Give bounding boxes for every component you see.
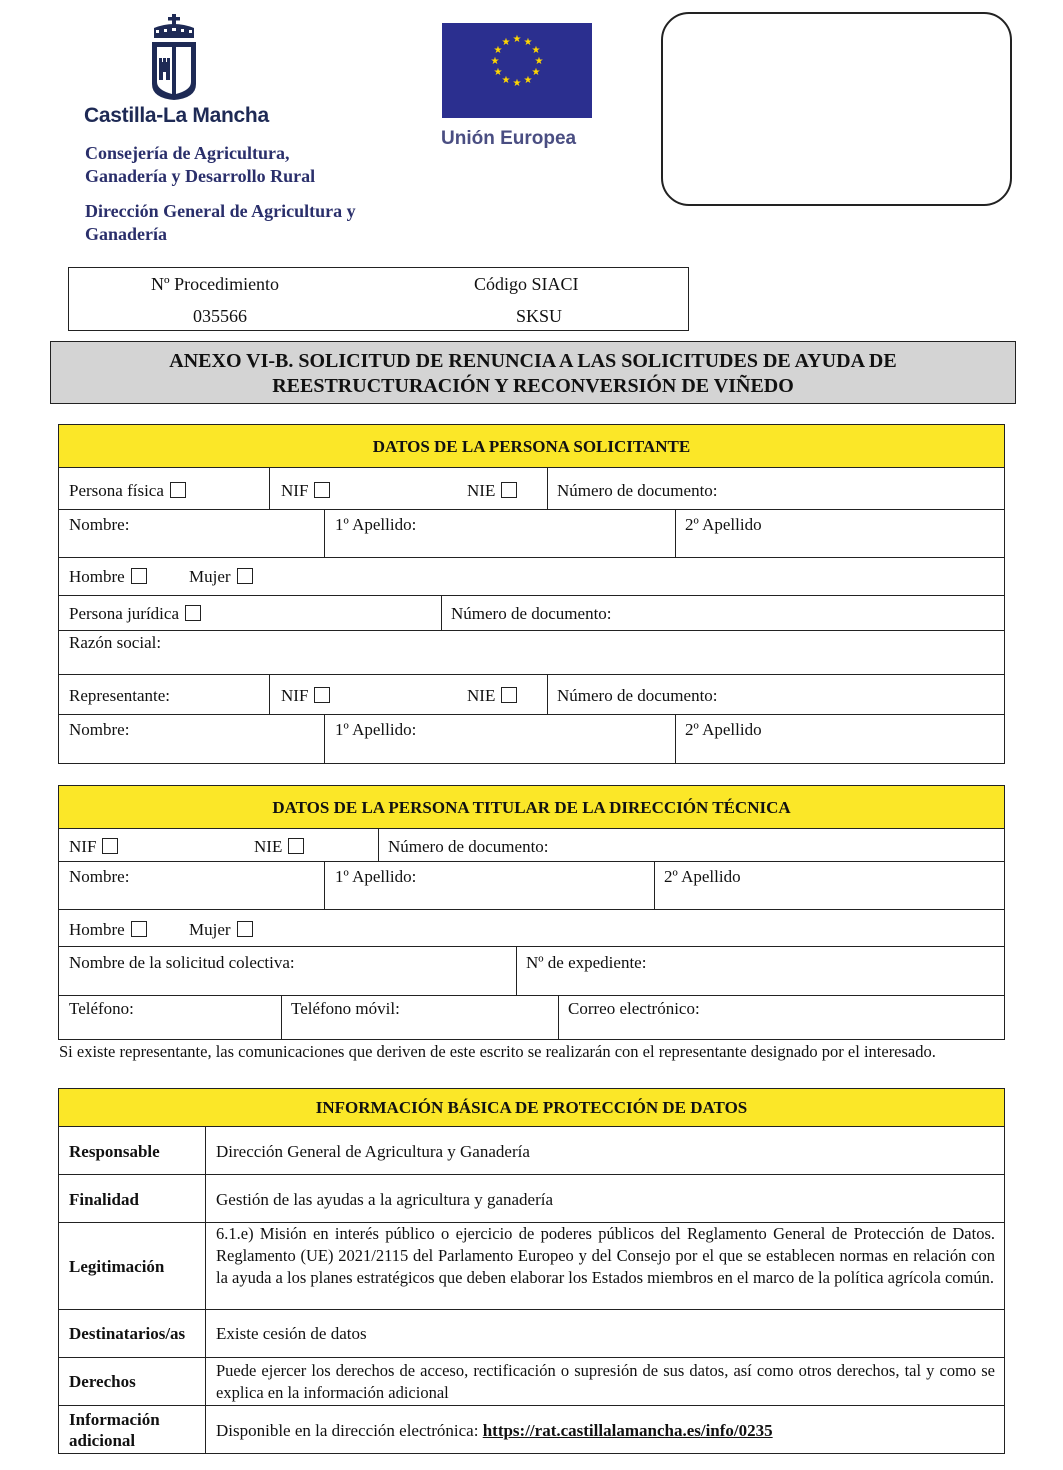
row-divider [59,909,1004,910]
col-divider [269,468,270,509]
row-divider [59,630,1004,631]
svg-text:★: ★ [512,78,522,89]
siaci-code-value: SKSU [516,306,563,326]
nif-label: NIF [281,481,309,500]
dt-hombre-label: Hombre [69,920,125,939]
col-divider [516,946,517,995]
col-divider [324,861,325,909]
eu-name: Unión Europea [441,128,577,149]
representative-note: Si existe representante, las comunicaciones que deriven de este escrito se realizarán con el representante designado por el interesado. [59,1042,936,1061]
dt-mujer-label: Mujer [189,920,231,939]
dt-mujer-field [189,920,253,940]
dt-nie-label: NIE [254,837,283,856]
col-divider [378,829,379,861]
col-divider [547,468,548,509]
rep-nombre-label[interactable]: Nombre: [69,720,130,739]
procedure-box [68,267,689,331]
nie-field [467,481,517,501]
dt-hombre-field [69,920,147,940]
rep-nif-field [281,686,330,706]
direccion-line-2: Ganadería [85,224,168,244]
rep-nie-label: NIE [467,686,496,705]
mujer-checkbox[interactable] [237,568,253,584]
registry-stamp-box [661,12,1012,206]
correo-label[interactable]: Correo electrónico: [568,999,700,1018]
nombre-label[interactable]: Nombre: [69,515,130,534]
razon-social-label[interactable]: Razón social: [69,633,162,652]
dt-apellido-1-label[interactable]: 1º Apellido: [335,867,417,886]
finalidad-label: Finalidad [69,1190,139,1209]
form-title-line-1: ANEXO VI-B. SOLICITUD DE RENUNCIA A LAS SOLICITUDES DE AYUDA DE [169,350,897,372]
dt-nif-label: NIF [69,837,97,856]
finalidad-value: Gestión de las ayudas a la agricultura y ganadería [216,1190,554,1209]
legitimacion-value: 6.1.e) Misión en interés público o ejercicio de poderes públicos del Reglamento General de Protección de Datos. Reglamento (UE) 2021/2115 del Parlamento Europeo y del Consejo por el que se establecen normas en relación con la ayuda a los planes estratégicos que deben elaborar los Estados miembros en el marco de la política agrícola común. [216,1224,995,1287]
nie-label: NIE [467,481,496,500]
row-divider [59,595,1004,596]
col-divider [547,674,548,714]
consejeria-line-2: Ganadería y Desarrollo Rural [85,166,316,186]
siaci-code-label: Código SIACI [474,274,579,294]
responsable-label: Responsable [69,1142,160,1161]
direccion-tecnica-table [58,785,1005,1040]
consejeria-line-1: Consejería de Agricultura, [85,143,290,163]
dt-hombre-checkbox[interactable] [131,921,147,937]
row-divider [59,946,1004,947]
expediente-label[interactable]: Nº de expediente: [526,953,647,972]
row-divider [59,1357,1004,1358]
mujer-label: Mujer [189,567,231,586]
svg-text:★: ★ [501,37,511,48]
nie-checkbox[interactable] [501,482,517,498]
row-divider [59,509,1004,510]
col-divider [269,674,270,714]
destinatarios-label: Destinatarios/as [69,1324,186,1343]
svg-text:★: ★ [493,67,503,78]
row-divider [59,557,1004,558]
legitimacion-label: Legitimación [69,1257,165,1276]
nif-field [281,481,330,501]
proteccion-datos-table [58,1088,1005,1454]
rep-nie-checkbox[interactable] [501,687,517,703]
info-adicional-label [69,1409,160,1451]
col-divider [675,714,676,764]
hombre-field [69,567,147,587]
solicitud-colectiva-label[interactable]: Nombre de la solicitud colectiva: [69,953,295,972]
rep-apellido-2-label[interactable]: 2º Apellido [685,720,762,739]
row-divider [59,674,1004,675]
persona-fisica-checkbox[interactable] [170,482,186,498]
direccion-tecnica-heading: DATOS DE LA PERSONA TITULAR DE LA DIRECCIÓN TÉCNICA [59,786,1004,829]
dt-nie-checkbox[interactable] [288,838,304,854]
dt-numero-documento-label[interactable]: Número de documento: [388,837,549,856]
rep-numero-documento-label[interactable]: Número de documento: [557,686,718,705]
dt-apellido-2-label[interactable]: 2º Apellido [664,867,741,886]
svg-text:★: ★ [523,75,533,86]
persona-juridica-checkbox[interactable] [185,605,201,621]
apellido-2-label[interactable]: 2º Apellido [685,515,762,534]
rep-apellido-1-label[interactable]: 1º Apellido: [335,720,417,739]
derechos-label: Derechos [69,1372,136,1391]
representante-label: Representante: [69,686,171,705]
dt-nie-field [254,837,304,857]
persona-juridica-label: Persona jurídica [69,604,179,623]
form-title-line-2: REESTRUCTURACIÓN Y RECONVERSIÓN DE VIÑEDO [272,375,794,397]
numero-documento-label[interactable]: Número de documento: [557,481,718,500]
row-divider [59,714,1004,715]
rep-nif-label: NIF [281,686,309,705]
hombre-checkbox[interactable] [131,568,147,584]
dt-nif-field [69,837,118,857]
apellido-1-label[interactable]: 1º Apellido: [335,515,417,534]
procedure-number-label: Nº Procedimiento [151,274,280,294]
info-adicional-link[interactable]: https://rat.castillalamancha.es/info/0235 [482,1421,773,1440]
dt-mujer-checkbox[interactable] [237,921,253,937]
col-divider [324,714,325,764]
svg-text:★: ★ [512,34,522,45]
persona-juridica-field [69,604,201,624]
col-divider [281,995,282,1040]
castilla-la-mancha-logo-icon [150,14,198,100]
telefono-movil-label[interactable]: Teléfono móvil: [291,999,400,1018]
numero-documento-juridica-label[interactable]: Número de documento: [451,604,612,623]
solicitante-heading: DATOS DE LA PERSONA SOLICITANTE [59,425,1004,468]
row-divider [59,1174,1004,1175]
direccion-name [85,200,356,246]
row-divider [59,1405,1004,1406]
svg-text:★: ★ [534,56,544,67]
col-divider [441,595,442,630]
dt-nif-checkbox[interactable] [102,838,118,854]
proteccion-heading: INFORMACIÓN BÁSICA DE PROTECCIÓN DE DATOS [59,1089,1004,1127]
rep-nif-checkbox[interactable] [314,687,330,703]
hombre-label: Hombre [69,567,125,586]
eu-flag-icon [442,23,592,118]
direccion-line-1: Dirección General de Agricultura y [85,201,356,221]
row-divider [59,995,1004,996]
persona-fisica-label: Persona física [69,481,164,500]
col-divider [675,509,676,557]
info-adicional-text: Disponible en la dirección electrónica: [216,1421,483,1440]
region-name: Castilla-La Mancha [84,104,269,127]
info-adicional-label-line-1: Información [69,1410,160,1429]
destinatarios-value: Existe cesión de datos [216,1324,367,1343]
solicitante-table [58,424,1005,764]
row-divider [59,861,1004,862]
col-divider [324,509,325,557]
col-divider [558,995,559,1040]
telefono-label[interactable]: Teléfono: [69,999,134,1018]
derechos-value: Puede ejercer los derechos de acceso, rectificación o supresión de sus datos, así como otros derechos, tal y como se explica en la información adicional [216,1361,995,1402]
info-adicional-label-line-2: adicional [69,1431,136,1450]
procedure-number-value: 035566 [193,306,247,326]
svg-text:★: ★ [493,45,503,56]
persona-fisica-field [69,481,186,501]
dt-nombre-label[interactable]: Nombre: [69,867,130,886]
svg-text:★: ★ [490,56,500,67]
responsable-value: Dirección General de Agricultura y Ganadería [216,1142,530,1161]
svg-text:★: ★ [531,67,541,78]
row-divider [59,1309,1004,1310]
rep-nie-field [467,686,517,706]
svg-text:★: ★ [531,45,541,56]
form-title [50,341,1016,404]
info-adicional-value [216,1421,773,1441]
svg-text:★: ★ [501,75,511,86]
consejeria-name [85,142,315,188]
nif-checkbox[interactable] [314,482,330,498]
col-divider [654,861,655,909]
mujer-field [189,567,253,587]
svg-text:★: ★ [523,37,533,48]
